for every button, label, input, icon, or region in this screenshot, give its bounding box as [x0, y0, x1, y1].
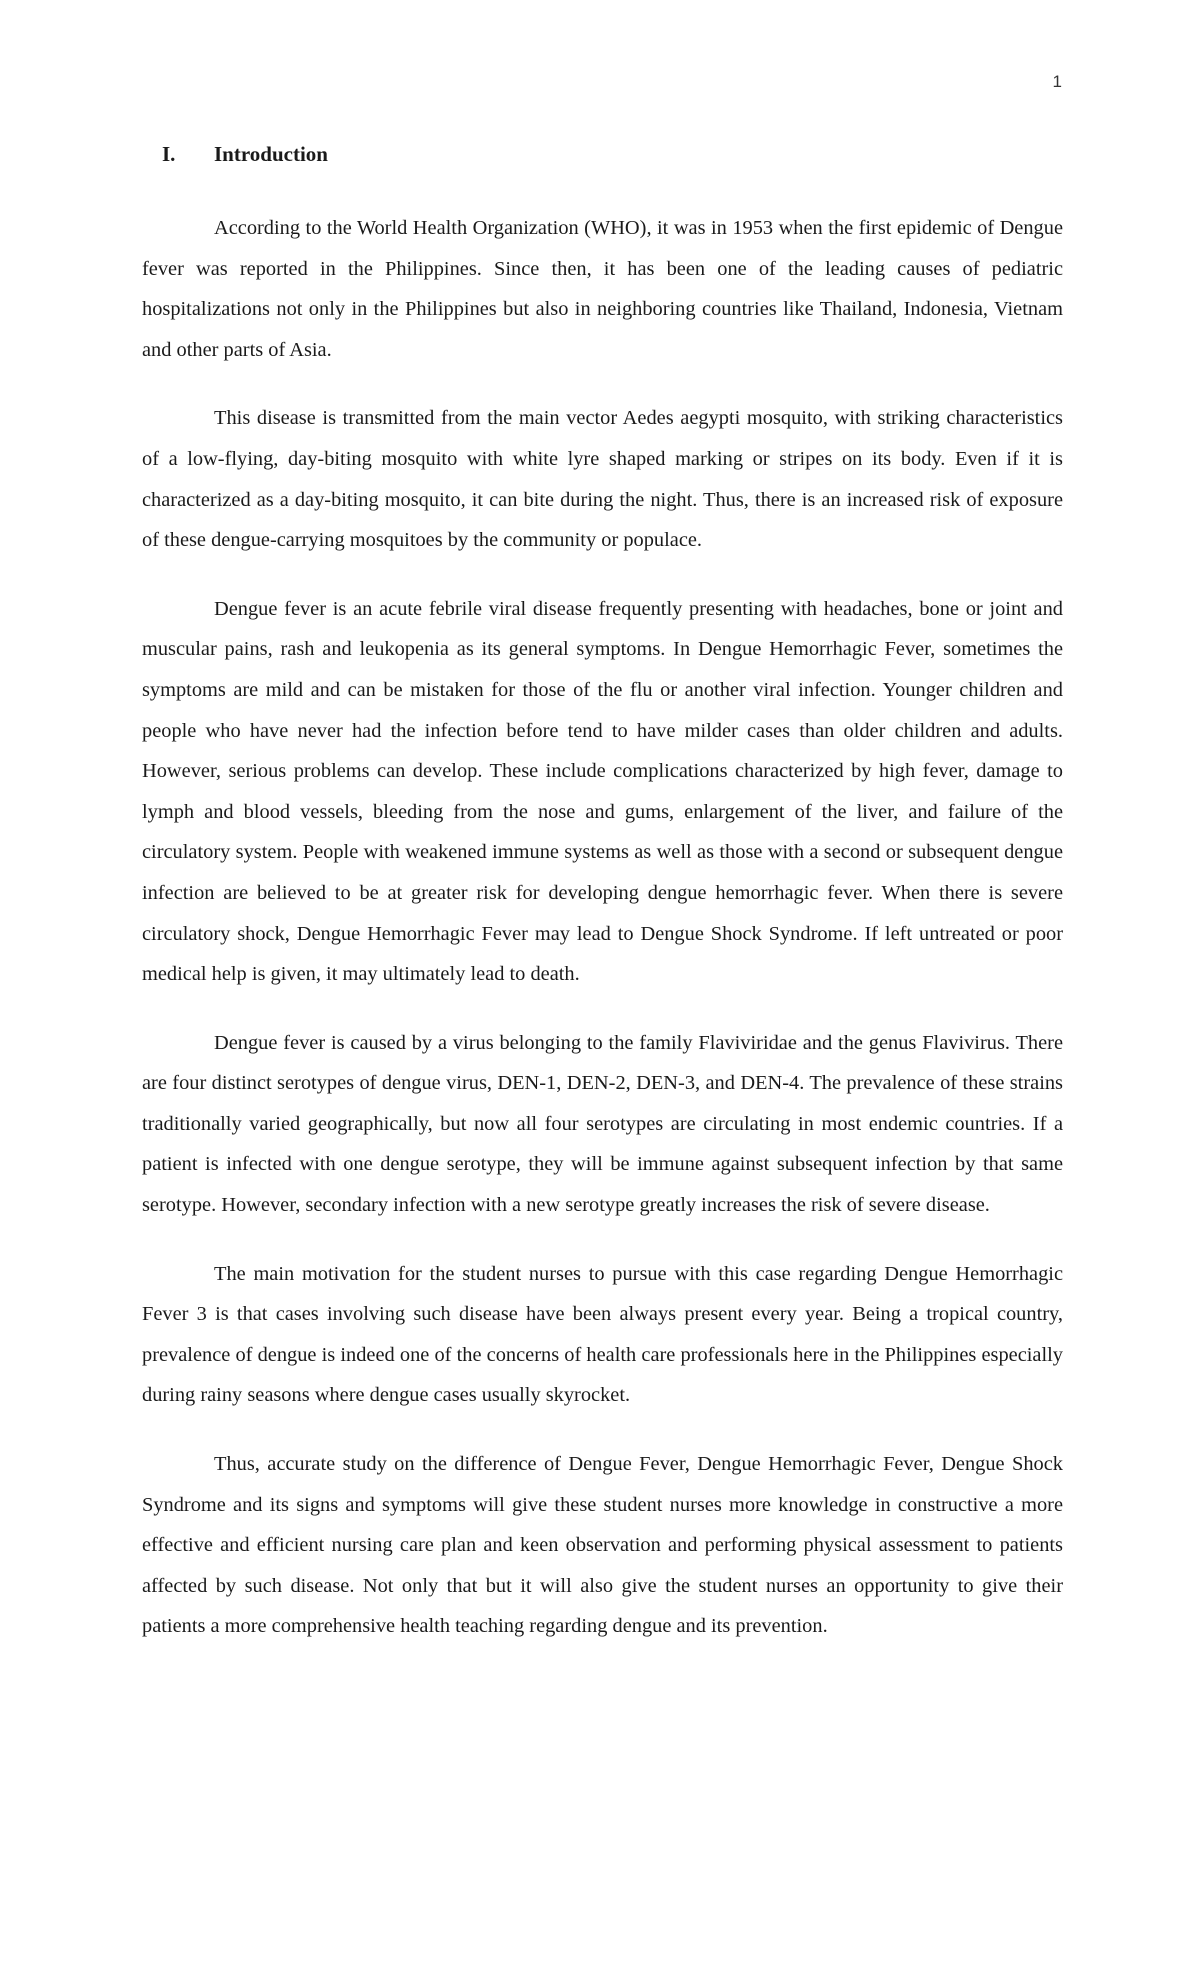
- section-title: Introduction: [214, 142, 328, 166]
- paragraph: This disease is transmitted from the main vector Aedes aegypti mosquito, with striking characteristics of a low-flying, day-biting mosquito with white lyre shaped marking or stripes on its body. Even if it is characterized as a day-biting mosquito, it can bite during the night. Thus, there is an increased risk of exposure of these dengue-carrying mosquitoes by the community or populace.: [142, 407, 1063, 552]
- page-number: 1: [1052, 72, 1062, 91]
- paragraph: According to the World Health Organization (WHO), it was in 1953 when the first epidemic of Dengue fever was reported in the Philippines. Since then, it has been one of the leading causes of pediatric hospitalizations not only in the Philippines but also in neighboring countries like Thailand, Indonesia, Vietnam and other parts of Asia.: [142, 217, 1063, 361]
- paragraph: The main motivation for the student nurses to pursue with this case regarding Dengue Hemorrhagic Fever 3 is that cases involving such disease have been always present every year. Being a tropical country, prevalence of dengue is indeed one of the concerns of health care professionals here in the Philippines especially during rainy seasons where dengue cases usually skyrocket.: [142, 1262, 1063, 1407]
- paragraph: Dengue fever is an acute febrile viral disease frequently presenting with headaches, bone or joint and muscular pains, rash and leukopenia as its general symptoms. In Dengue Hemorrhagic Fever, sometimes the symptoms are mild and can be mistaken for those of the flu or another viral infection. Younger children and people who have never had the infection before tend to have milder cases than older children and adults. However, serious problems can develop. These include complications characterized by high fever, damage to lymph and blood vessels, bleeding from the nose and gums, enlargement of the liver, and failure of the circulatory system. People with weakened immune systems as well as those with a second or subsequent dengue infection are believed to be at greater risk for developing dengue hemorrhagic fever. When there is severe circulatory shock, Dengue Hemorrhagic Fever may lead to Dengue Shock Syndrome. If left untreated or poor medical help is given, it may ultimately lead to death.: [142, 597, 1063, 986]
- paragraph: Dengue fever is caused by a virus belonging to the family Flaviviridae and the genus Flavivirus. There are four distinct serotypes of dengue virus, DEN-1, DEN-2, DEN-3, and DEN-4. The prevalence of these strains traditionally varied geographically, but now all four serotypes are circulating in most endemic countries. If a patient is infected with one dengue serotype, they will be immune against subsequent infection by that same serotype. However, secondary infection with a new serotype greatly increases the risk of severe disease.: [142, 1031, 1063, 1217]
- body-text: [142, 208, 1063, 1675]
- section-heading: [162, 142, 328, 167]
- section-numeral: I.: [162, 142, 176, 166]
- paragraph: Thus, accurate study on the difference of Dengue Fever, Dengue Hemorrhagic Fever, Dengue Shock Syndrome and its signs and symptoms will give these student nurses more knowledge in constructive a more effective and efficient nursing care plan and keen observation and performing physical assessment to patients affected by such disease. Not only that but it will also give the student nurses an opportunity to give their patients a more comprehensive health teaching regarding dengue and its prevention.: [142, 1453, 1063, 1638]
